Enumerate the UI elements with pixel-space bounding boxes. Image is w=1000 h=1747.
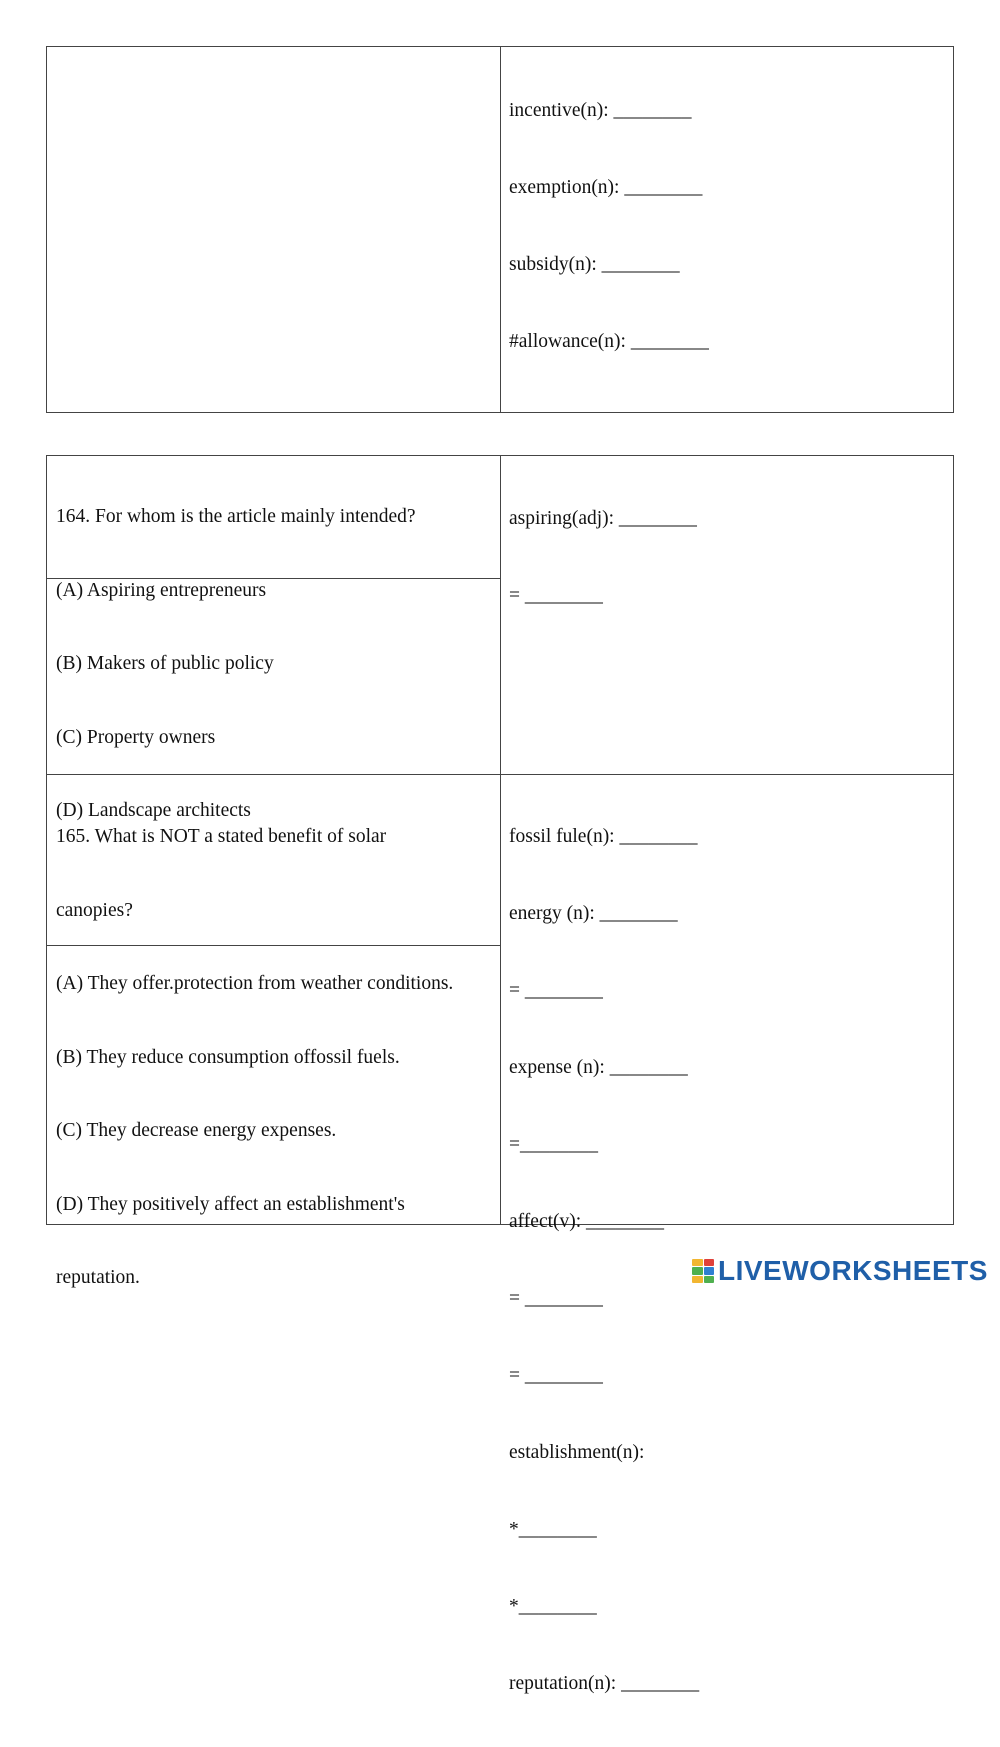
column-divider — [500, 456, 501, 1224]
vocab-line: aspiring(adj): ________ — [509, 508, 697, 529]
vocab-line: expense (n): ________ — [509, 1057, 688, 1078]
question-text-cont: canopies? — [56, 899, 133, 921]
question-165 — [56, 776, 453, 1340]
vocab-line: *________ — [509, 1596, 597, 1617]
question-text: 164. For whom is the article mainly intended? — [56, 506, 416, 527]
vocab-line: fossil fule(n): ________ — [509, 826, 698, 847]
column-divider — [500, 47, 501, 412]
vocab-list-165 — [509, 774, 699, 1747]
vocab-line: subsidy(n): ________ — [509, 254, 680, 275]
option-a: (A) They offer.protection from weather conditions. — [56, 973, 454, 994]
vocab-line: = ________ — [509, 585, 603, 606]
vocab-list-top — [509, 48, 709, 405]
logo-text: LIVEWORKSHEETS — [718, 1255, 988, 1286]
option-c: (C) Property owners — [56, 726, 216, 748]
option-a: (A) Aspiring entrepreneurs — [56, 579, 267, 601]
vocab-line: = ________ — [509, 1365, 603, 1386]
vocab-line: affect(v): ________ — [509, 1211, 665, 1232]
option-c: (C) They decrease energy expenses. — [56, 1120, 337, 1141]
option-d-cont: reputation. — [56, 1267, 140, 1288]
vocab-table-top — [46, 46, 954, 413]
vocab-line: exemption(n): ________ — [509, 177, 703, 198]
vocab-line: energy (n): ________ — [509, 903, 678, 924]
liveworksheets-logo — [692, 1255, 988, 1287]
vocab-list-164 — [509, 456, 697, 659]
question-text: 165. What is NOT a stated benefit of solar — [56, 826, 387, 847]
option-b: (B) Makers of public policy — [56, 653, 274, 674]
liveworksheets-logo-icon — [692, 1259, 714, 1283]
vocab-line: incentive(n): ________ — [509, 100, 692, 121]
vocab-line: = ________ — [509, 1288, 603, 1309]
vocab-line: establishment(n): — [509, 1442, 645, 1463]
option-d: (D) They positively affect an establishment's — [56, 1193, 405, 1215]
vocab-line: = ________ — [509, 980, 603, 1001]
option-b: (B) They reduce consumption offossil fuels. — [56, 1046, 400, 1068]
vocab-line: reputation(n): ________ — [509, 1673, 700, 1694]
vocab-line: *________ — [509, 1519, 597, 1540]
vocab-line: =________ — [509, 1134, 598, 1155]
option-d: (D) Landscape architects — [56, 800, 251, 821]
vocab-line: #allowance(n): ________ — [509, 331, 709, 352]
